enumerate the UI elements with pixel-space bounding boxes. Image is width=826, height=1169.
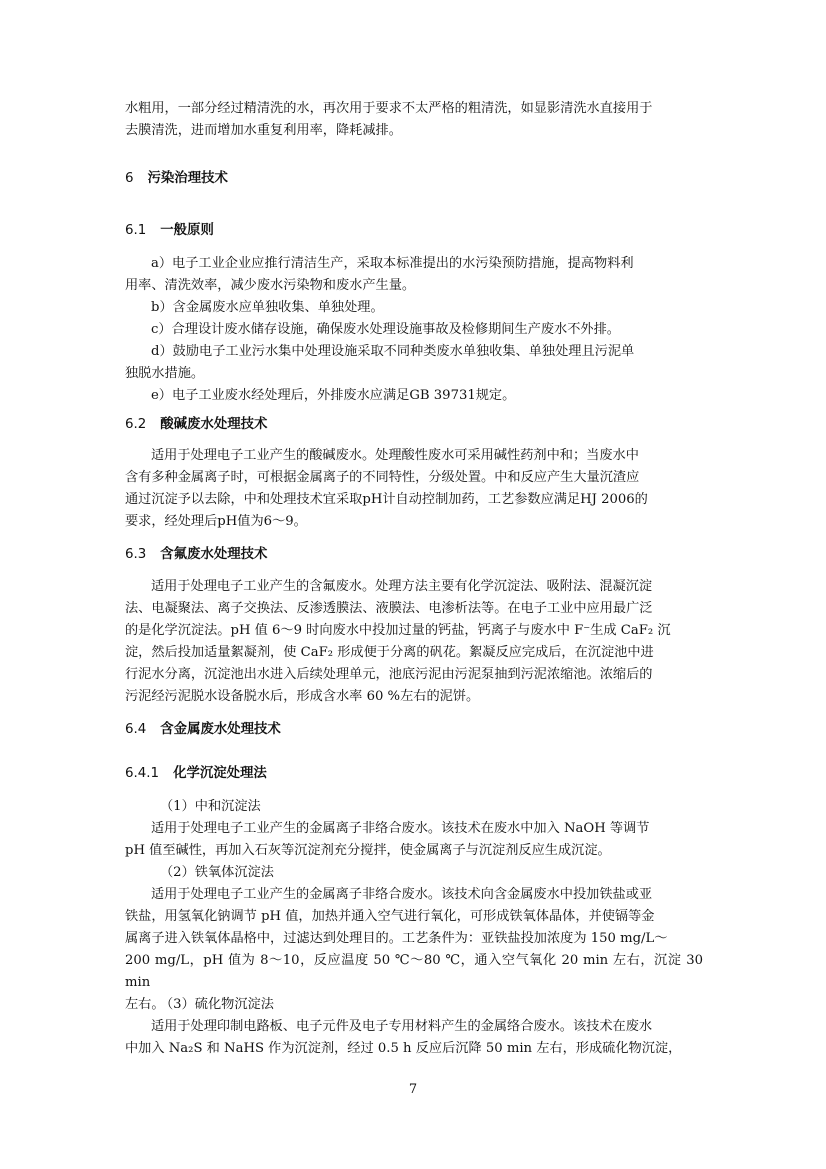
method-2-title: （2）铁氧体沉淀法 (160, 865, 274, 880)
method-2-text (125, 884, 703, 906)
text-line: c）合理设计废水储存设施，确保废水处理设施事故及检修期间生产废水不外排。 (151, 322, 620, 337)
section-title: 含金属废水处理技术 (160, 722, 281, 737)
method-3-title: （3）硫化物沉淀法 (160, 997, 274, 1012)
text-line: 适用于处理电子工业产生的金属离子非络合废水。该技术向含金属废水中投加铁盐或亚 (151, 887, 653, 902)
fluoride-paragraph (125, 576, 703, 598)
section-number: 6.2 (125, 417, 147, 432)
principle-d (125, 341, 703, 363)
text-line: 适用于处理电子工业产生的金属离子非络合废水。该技术在废水中加入 NaOH 等调节 (151, 821, 650, 836)
method-3-text-cont (125, 1038, 703, 1060)
text-line: 铁盐，用氢氧化钠调节 pH 值，加热并通入空气进行氧化，可形成铁氧体晶体，并使镉等金 (125, 909, 655, 924)
text-line: a）电子工业企业应推行清洁生产，采取本标准提出的水污染预防措施，提高物料利 (151, 256, 634, 271)
section-number: 6.4 (125, 722, 147, 737)
principle-c (125, 319, 703, 341)
method-1-text (125, 818, 703, 840)
text-line: 用率、清洗效率，减少废水污染物和废水产生量。 (125, 278, 416, 293)
text-line: 中加入 Na₂S 和 NaHS 作为沉淀剂，经过 0.5 h 反应后沉降 50 min 左右，形成硫化物沉淀， (125, 1041, 682, 1056)
fluoride-paragraph-cont (125, 598, 703, 708)
section-heading-6-3 (125, 545, 267, 565)
continued-paragraph (125, 98, 703, 142)
text-line: 属离子进入铁氧体晶格中，过滤达到处理目的。工艺条件为：亚铁盐投加浓度为 150 mg/L～ (125, 931, 668, 946)
principle-e (125, 385, 703, 407)
section-heading-6-2 (125, 415, 267, 435)
principle-a (125, 253, 703, 275)
section-title: 化学沉淀处理法 (173, 766, 267, 781)
section-title: 含氟废水处理技术 (160, 547, 268, 562)
method-1-title: （1）中和沉淀法 (160, 799, 261, 814)
text-line: 污泥经污泥脱水设备脱水后，形成含水率 60 %左右的泥饼。 (125, 689, 480, 704)
principle-a-cont (125, 275, 703, 297)
page-number: 7 (408, 1082, 418, 1097)
text-line: 适用于处理电子工业产生的酸碱废水。处理酸性废水可采用碱性药剂中和；当废水中 (151, 448, 639, 463)
text-line: d）鼓励电子工业污水集中处理设施采取不同种类废水单独收集、单独处理且污泥单 (151, 344, 635, 359)
text-line: 200 mg/L，pH 值为 8～10，反应温度 50 ℃～80 ℃，通入空气氧化 20 min 左右，沉淀 30 min (125, 953, 703, 990)
acid-paragraph (125, 445, 703, 467)
text-line: e）电子工业废水经处理后，外排废水应满足GB 39731规定。 (151, 388, 516, 403)
text-line: 淀，然后投加适量絮凝剂，使 CaF₂ 形成便于分离的矾花。絮凝反应完成后，在沉淀池中进 (125, 645, 654, 660)
text-line: 法、电凝聚法、离子交换法、反渗透膜法、液膜法、电渗析法等。在电子工业中应用最广泛 (125, 601, 653, 616)
section-number: 6.1 (125, 223, 147, 238)
text-line: 适用于处理印制电路板、电子元件及电子专用材料产生的金属络合废水。该技术在废水 (151, 1019, 653, 1034)
method-3-text (125, 1016, 703, 1038)
text-line: pH 值至碱性，再加入石灰等沉淀剂充分搅拌，使金属离子与沉淀剂反应生成沉淀。 (125, 843, 611, 858)
text-line: b）含金属废水应单独收集、单独处理。 (151, 300, 384, 315)
text-line: 含有多种金属离子时，可根据金属离子的不同特性，分级处置。中和反应产生大量沉渣应 (125, 470, 640, 485)
text-line: 要求，经处理后pH值为6～9。 (125, 514, 307, 529)
section-number: 6.4.1 (125, 766, 160, 781)
principle-b (125, 297, 703, 319)
text-line: 水粗用，一部分经过精清洗的水，再次用于要求不太严格的粗清洗，如显影清洗水直接用于 (125, 101, 653, 116)
section-heading-6-4 (125, 720, 281, 740)
section-number: 6 (125, 171, 134, 186)
text-line: 独脱水措施。 (125, 366, 205, 381)
section-number: 6.3 (125, 547, 147, 562)
acid-paragraph-cont (125, 467, 703, 533)
method-1-text-cont (125, 840, 703, 862)
section-heading-6-4-1 (125, 764, 267, 784)
principle-d-cont (125, 363, 703, 385)
section-title: 污染治理技术 (147, 171, 228, 186)
text-line: 去膜清洗，进而增加水重复利用率，降耗减排。 (125, 123, 402, 138)
section-title: 酸碱废水处理技术 (160, 417, 268, 432)
text-line: 左右。 (125, 997, 165, 1012)
text-line: 的是化学沉淀法。pH 值 6～9 时向废水中投加过量的钙盐，钙离子与废水中 F⁻生成 CaF₂ 沉 (125, 623, 671, 638)
section-heading-6 (125, 169, 228, 189)
section-heading-6-1 (125, 221, 214, 241)
text-line: 适用于处理电子工业产生的含氟废水。处理方法主要有化学沉淀法、吸附法、混凝沉淀 (151, 579, 653, 594)
section-title: 一般原则 (160, 223, 214, 238)
text-line: 行泥水分离，沉淀池出水进入后续处理单元，池底污泥由污泥泵抽到污泥浓缩池。浓缩后的 (125, 667, 653, 682)
text-line: 通过沉淀予以去除，中和处理技术宜采取pH计自动控制加药，工艺参数应满足HJ 2006的 (125, 492, 648, 507)
